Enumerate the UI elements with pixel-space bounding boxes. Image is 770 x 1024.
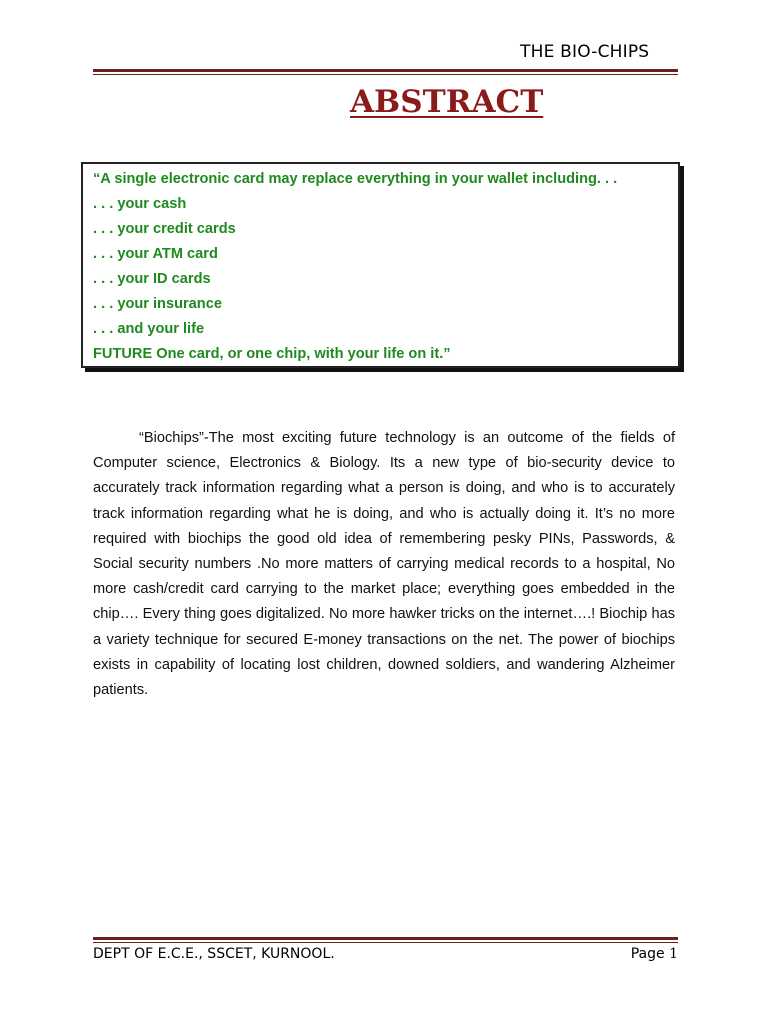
quote-line: . . . and your life	[93, 321, 205, 337]
footer-rule	[93, 937, 678, 943]
quote-line: . . . your insurance	[93, 296, 222, 312]
quote-line: “A single electronic card may replace everything in your wallet including. . .	[93, 171, 618, 187]
header-rule	[93, 69, 678, 75]
footer-department: DEPT OF E.C.E., SSCET, KURNOOL.	[93, 946, 335, 962]
quote-line: . . . your cash	[93, 196, 187, 212]
quote-box	[81, 162, 680, 368]
page-number: 1	[669, 946, 678, 962]
abstract-heading: ABSTRACT	[350, 84, 544, 120]
quote-line: . . . your credit cards	[93, 221, 236, 237]
footer-page	[631, 946, 678, 962]
page-label: Page	[630, 946, 665, 962]
header-title: THE BIO-CHIPS	[520, 42, 650, 62]
quote-line: . . . your ATM card	[93, 246, 218, 262]
quote-line: FUTURE One card, or one chip, with your life on it.”	[93, 346, 451, 362]
quote-line: . . . your ID cards	[93, 271, 211, 287]
body-paragraph: “Biochips”-The most exciting future technology is an outcome of the fields of Computer science, Electronics & Biology. Its a new type of bio-security device to accurately track information regarding what a person is doing, and who is to accurately track information regarding what he is doing, and who is actually doing it. It’s no more required with biochips the good old idea of remembering pesky PINs, Passwords, & Social security numbers .No more matters of carrying medical records to a hospital, No more cash/credit card carrying to the market place; everything goes embedded in the chip…. Every thing goes digitalized. No more hawker tricks on the internet….! Biochip has a variety technique for secured E-money transactions on the net. The power of biochips exists in capability of locating lost children, downed soldiers, and wandering Alzheimer patients.	[93, 430, 675, 699]
